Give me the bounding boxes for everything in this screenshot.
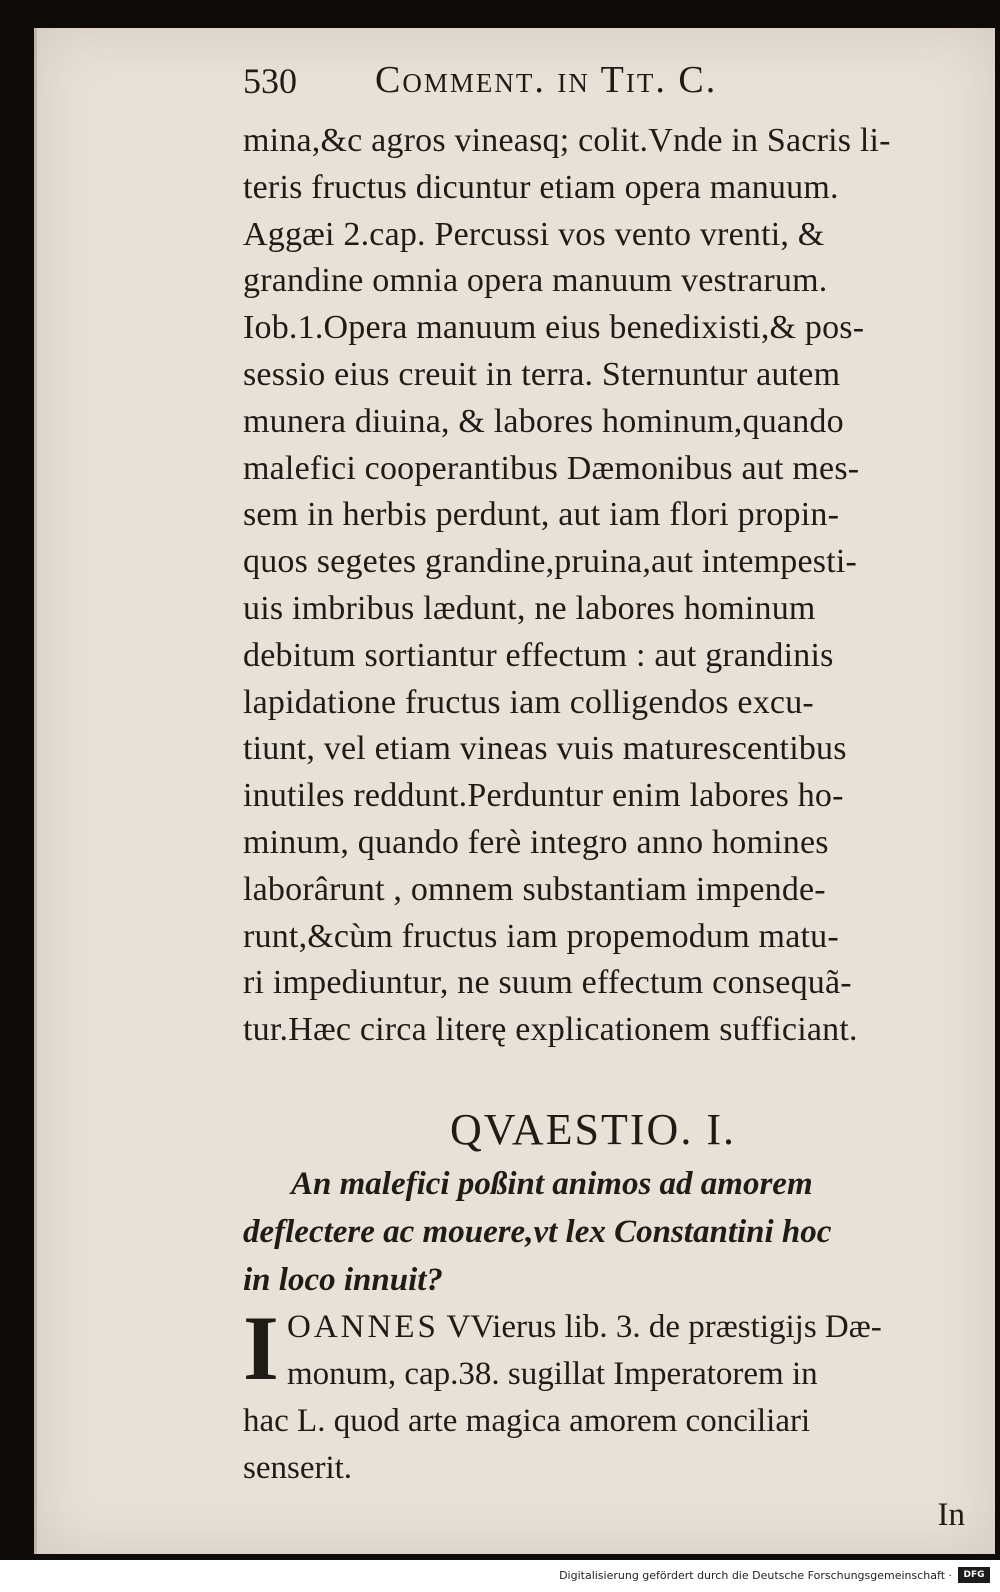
body-line: teris fructus dicuntur etiam opera manuum.	[243, 168, 839, 206]
book-page	[34, 28, 995, 1554]
page-text-block	[243, 54, 983, 1538]
question-text	[243, 1160, 983, 1304]
funding-credit: Digitalisierung gefördert durch die Deutsche Forschungsgemeinschaft ·	[559, 1569, 952, 1582]
body-line: munera diuina, & labores hominum,quando	[243, 402, 844, 440]
catchword: In	[937, 1496, 965, 1533]
body-line: Aggæi 2.cap. Percussi vos vento vrenti, &	[243, 215, 825, 253]
running-head	[243, 54, 983, 118]
answer-line: hac L. quod arte magica amorem conciliari	[243, 1402, 811, 1439]
body-line: minum, quando ferè integro anno homines	[243, 823, 829, 861]
body-line: malefici cooperantibus Dæmonibus aut mes-	[243, 449, 860, 487]
answer-line	[243, 1304, 983, 1351]
drop-cap: I	[243, 1296, 279, 1399]
body-line: laborârunt , omnem substantiam impende-	[243, 870, 826, 908]
body-line: sem in herbis perdunt, aut iam flori propin-	[243, 496, 840, 534]
question-line: in loco innuit?	[243, 1261, 443, 1298]
answer-first-word: OANNES	[287, 1308, 439, 1345]
body-line: sessio eius creuit in terra. Sternuntur autem	[243, 355, 841, 393]
body-line: tur.Hæc circa literę explicationem sufficiant.	[243, 1011, 858, 1049]
body-text	[243, 118, 983, 1054]
page-number: 530	[243, 61, 297, 101]
dfg-logo: DFG	[958, 1567, 990, 1583]
body-line: mina,&c agros vineasq; colit.Vnde in Sacris li-	[243, 122, 891, 159]
body-line: grandine omnia opera manuum vestrarum.	[243, 262, 828, 300]
body-line: Iob.1.Opera manuum eius benedixisti,& pos-	[243, 309, 865, 347]
section-heading: QVAESTIO. I.	[450, 1104, 736, 1154]
body-line: runt,&cùm fructus iam propemodum matu-	[243, 917, 839, 955]
running-title: Comment. in Tit. C.	[375, 59, 718, 101]
question-line: An malefici poßint animos ad amorem	[291, 1165, 813, 1202]
body-line: ri impediuntur, ne suum effectum consequã-	[243, 964, 852, 1002]
body-line: tiunt, vel etiam vineas vuis maturescentibus	[243, 730, 847, 768]
answer-line: senserit.	[243, 1449, 353, 1486]
answer-paragraph	[243, 1296, 983, 1492]
body-line: debitum sortiantur effectum : aut grandinis	[243, 636, 834, 674]
answer-line-rest: VVierus lib. 3. de præstigijs Dæ-	[438, 1308, 882, 1345]
answer-line: monum, cap.38. sugillat Imperatorem in	[287, 1355, 818, 1392]
body-line: inutiles reddunt.Perduntur enim labores ho-	[243, 777, 844, 815]
body-line: quos segetes grandine,pruina,aut intempesti-	[243, 543, 858, 581]
body-line: uis imbribus lædunt, ne labores hominum	[243, 589, 816, 627]
footer-bar	[0, 1560, 1000, 1592]
question-line: deflectere ac mouere,vt lex Constantini hoc	[243, 1213, 832, 1250]
body-line: lapidatione fructus iam colligendos excu-	[243, 683, 814, 721]
